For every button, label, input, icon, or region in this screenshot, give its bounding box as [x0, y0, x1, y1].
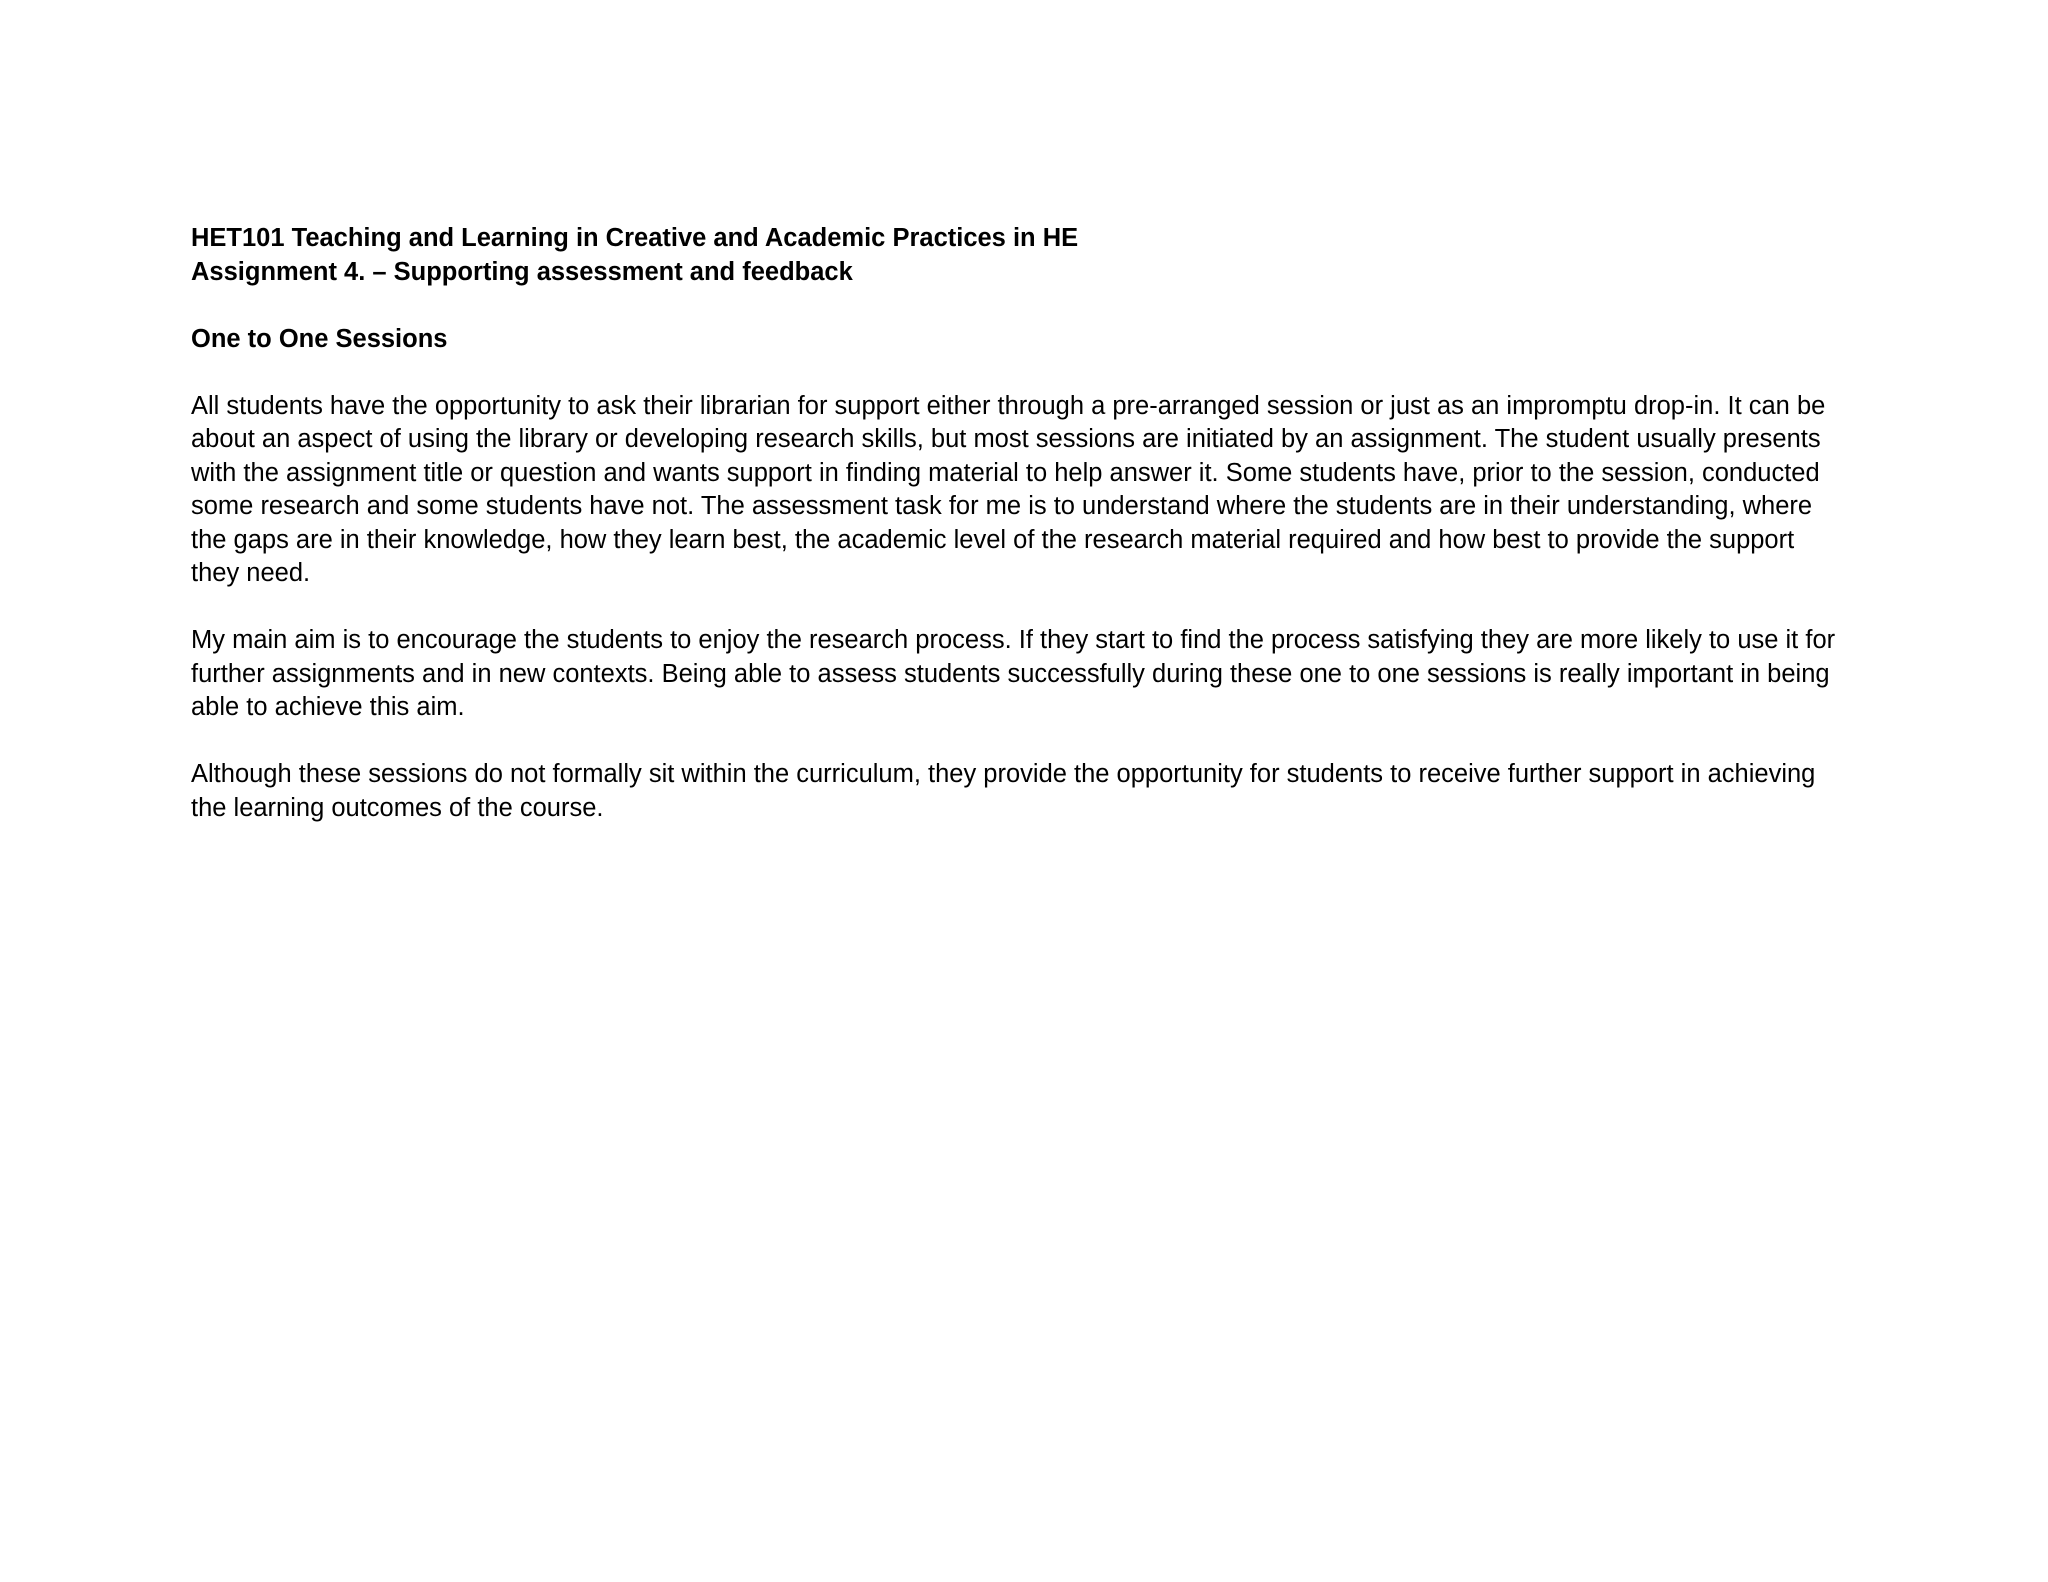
paragraph-line: they need.	[191, 559, 311, 587]
paragraph-1	[191, 390, 1891, 591]
section-title: One to One Sessions	[191, 324, 448, 353]
paragraph-line: the gaps are in their knowledge, how they learn best, the academic level of the research material required and how best to provide the support	[191, 525, 1795, 554]
paragraph-2	[191, 624, 1891, 725]
paragraph-line: with the assignment title or question and wants support in finding material to help answer it. Some students have, prior to the session, conducted	[191, 458, 1820, 487]
paragraph-line: Although these sessions do not formally sit within the curriculum, they provide the opportunity for students to receive further support in achieving	[191, 760, 1816, 788]
assignment-title: Assignment 4. – Supporting assessment and feedback	[191, 257, 853, 286]
paragraph-line: about an aspect of using the library or developing research skills, but most sessions are initiated by an assignment. The student usually presents	[191, 425, 1821, 453]
paragraph-line: All students have the opportunity to ask their librarian for support either through a pre-arranged session or just as an impromptu drop-in. It can be	[191, 391, 1826, 420]
paragraph-line: some research and some students have not. The assessment task for me is to understand where the students are in their understanding, where	[191, 492, 1813, 520]
paragraph-line: My main aim is to encourage the students to enjoy the research process. If they start to find the process satisfying they are more likely to use it for	[191, 626, 1836, 654]
paragraph-line: further assignments and in new contexts. Being able to assess students successfully during these one to one sessions is really important in being	[191, 659, 1830, 688]
document-content	[191, 222, 1891, 825]
paragraph-3	[191, 758, 1891, 825]
paragraph-line: able to achieve this aim.	[191, 693, 465, 721]
paragraph-line: the learning outcomes of the course.	[191, 793, 604, 822]
course-title: HET101 Teaching and Learning in Creative and Academic Practices in HE	[191, 224, 1079, 252]
